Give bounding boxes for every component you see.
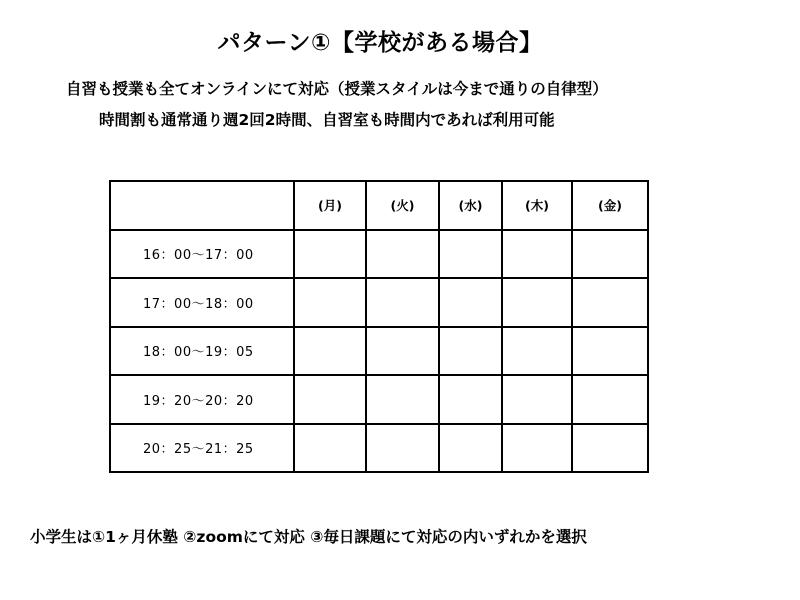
footer-note: 小学生は①1ヶ月休塾 ②zoomにて対応 ③毎日課題にて対応の内いずれかを選択 [30, 528, 587, 546]
schedule-cell [294, 424, 366, 473]
table-row [110, 230, 648, 279]
intro-line-1: 自習も授業も全てオンラインにて対応（授業スタイルは今まで通りの自律型） [66, 80, 608, 98]
time-slot-label: 17：00〜18：00 [110, 278, 294, 327]
schedule-cell [294, 278, 366, 327]
table-row [110, 424, 648, 473]
intro-line-2: 時間割も通常通り週2回2時間、自習室も時間内であれば利用可能 [99, 111, 555, 129]
page-title: パターン①【学校がある場合】 [217, 30, 543, 56]
schedule-cell [572, 424, 648, 473]
schedule-cell [366, 375, 439, 424]
schedule-cell [572, 278, 648, 327]
schedule-cell [502, 327, 572, 376]
time-slot-label: 20：25〜21：25 [110, 424, 294, 473]
schedule-cell [502, 278, 572, 327]
table-row [110, 278, 648, 327]
time-slot-label: 19：20〜20：20 [110, 375, 294, 424]
schedule-cell [572, 327, 648, 376]
table-row [110, 327, 648, 376]
table-header-row [110, 181, 648, 230]
time-slot-label: 18：00〜19：05 [110, 327, 294, 376]
schedule-cell [366, 230, 439, 279]
schedule-cell [572, 375, 648, 424]
schedule-cell [439, 424, 502, 473]
schedule-cell [439, 327, 502, 376]
schedule-cell [366, 424, 439, 473]
schedule-cell [294, 327, 366, 376]
day-header-thu: (木) [502, 181, 572, 230]
day-header-fri: (金) [572, 181, 648, 230]
schedule-cell [294, 375, 366, 424]
schedule-cell [502, 424, 572, 473]
schedule-cell [502, 375, 572, 424]
day-header-wed: (水) [439, 181, 502, 230]
schedule-table [109, 180, 649, 473]
time-slot-label: 16：00〜17：00 [110, 230, 294, 279]
schedule-cell [572, 230, 648, 279]
schedule-cell [439, 278, 502, 327]
table-row [110, 375, 648, 424]
schedule-cell [294, 230, 366, 279]
schedule-cell [439, 375, 502, 424]
schedule-cell [366, 278, 439, 327]
day-header-mon: (月) [294, 181, 366, 230]
schedule-cell [502, 230, 572, 279]
corner-cell [110, 181, 294, 230]
schedule-cell [366, 327, 439, 376]
schedule-cell [439, 230, 502, 279]
day-header-tue: (火) [366, 181, 439, 230]
